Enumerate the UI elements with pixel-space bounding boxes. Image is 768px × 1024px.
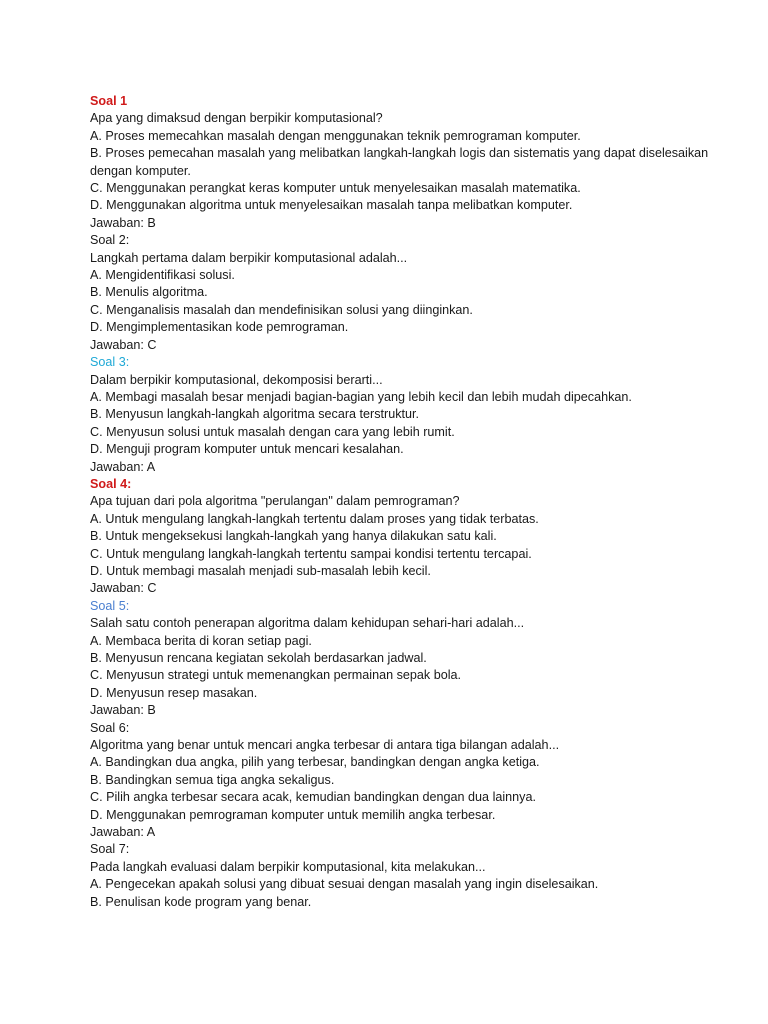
answer-1: Jawaban: B — [90, 215, 156, 230]
question-heading-1: Soal 1 — [90, 94, 128, 108]
question-heading-7: Soal 7: — [90, 842, 130, 857]
option-6-a: A. Bandingkan dua angka, pilih yang terbesar, bandingkan dengan angka ketiga. — [90, 755, 540, 770]
document-page — [90, 93, 750, 911]
question-heading-3: Soal 3: — [90, 355, 130, 370]
option-2-b: B. Menulis algoritma. — [90, 285, 208, 300]
question-text-1: Apa yang dimaksud dengan berpikir komputasional? — [90, 111, 383, 126]
answer-6: Jawaban: A — [90, 825, 156, 840]
option-4-c: C. Untuk mengulang langkah-langkah tertentu sampai kondisi tertentu tercapai. — [90, 546, 532, 561]
question-block-3 — [90, 354, 750, 476]
option-5-a: A. Membaca berita di koran setiap pagi. — [90, 633, 312, 648]
option-4-a: A. Untuk mengulang langkah-langkah tertentu dalam proses yang tidak terbatas. — [90, 511, 539, 526]
question-text-6: Algoritma yang benar untuk mencari angka terbesar di antara tiga bilangan adalah... — [90, 738, 560, 753]
option-7-b: B. Penulisan kode program yang benar. — [90, 894, 312, 909]
option-4-b: B. Untuk mengeksekusi langkah-langkah yang hanya dilakukan satu kali. — [90, 529, 497, 544]
question-block-1 — [90, 93, 750, 232]
question-heading-4: Soal 4: — [90, 476, 132, 491]
answer-4: Jawaban: C — [90, 581, 157, 596]
question-heading-2: Soal 2: — [90, 233, 130, 248]
question-block-2 — [90, 232, 750, 354]
answer-2: Jawaban: C — [90, 337, 157, 352]
option-3-c: C. Menyusun solusi untuk masalah dengan cara yang lebih rumit. — [90, 424, 455, 439]
option-1-a: A. Proses memecahkan masalah dengan menggunakan teknik pemrograman komputer. — [90, 128, 581, 143]
option-7-a: A. Pengecekan apakah solusi yang dibuat sesuai dengan masalah yang ingin diselesaikan. — [90, 877, 599, 892]
question-block-7 — [90, 841, 750, 911]
question-block-6 — [90, 720, 750, 842]
option-5-d: D. Menyusun resep masakan. — [90, 685, 258, 700]
option-1-d: D. Menggunakan algoritma untuk menyelesaikan masalah tanpa melibatkan komputer. — [90, 198, 573, 213]
option-5-b: B. Menyusun rencana kegiatan sekolah berdasarkan jadwal. — [90, 651, 427, 665]
option-6-c: C. Pilih angka terbesar secara acak, kemudian bandingkan dengan dua lainnya. — [90, 790, 536, 805]
question-block-4 — [90, 476, 750, 598]
option-3-b: B. Menyusun langkah-langkah algoritma secara terstruktur. — [90, 407, 420, 422]
option-3-a: A. Membagi masalah besar menjadi bagian-bagian yang lebih kecil dan lebih mudah dipecahkan. — [90, 389, 632, 404]
question-heading-5: Soal 5: — [90, 598, 130, 613]
question-text-4: Apa tujuan dari pola algoritma "perulangan" dalam pemrograman? — [90, 494, 460, 509]
answer-5: Jawaban: B — [90, 703, 156, 718]
question-text-3: Dalam berpikir komputasional, dekomposisi berarti... — [90, 372, 383, 387]
option-2-c: C. Menganalisis masalah dan mendefinisikan solusi yang diinginkan. — [90, 302, 473, 317]
question-text-7: Pada langkah evaluasi dalam berpikir komputasional, kita melakukan... — [90, 859, 486, 874]
option-2-d: D. Mengimplementasikan kode pemrograman. — [90, 320, 349, 335]
question-block-5 — [90, 598, 750, 720]
answer-3: Jawaban: A — [90, 459, 156, 474]
option-1-b: B. Proses pemecahan masalah yang melibatkan langkah-langkah logis dan sistematis yang dapat diselesaikan dengan komputer. — [90, 146, 709, 178]
question-heading-6: Soal 6: — [90, 720, 130, 735]
question-text-5: Salah satu contoh penerapan algoritma dalam kehidupan sehari-hari adalah... — [90, 616, 525, 631]
option-6-b: B. Bandingkan semua tiga angka sekaligus. — [90, 772, 335, 787]
option-5-c: C. Menyusun strategi untuk memenangkan permainan sepak bola. — [90, 668, 462, 683]
option-6-d: D. Menggunakan pemrograman komputer untuk memilih angka terbesar. — [90, 807, 496, 822]
option-4-d: D. Untuk membagi masalah menjadi sub-masalah lebih kecil. — [90, 563, 431, 578]
option-1-c: C. Menggunakan perangkat keras komputer untuk menyelesaikan masalah matematika. — [90, 181, 581, 196]
question-text-2: Langkah pertama dalam berpikir komputasional adalah... — [90, 250, 408, 265]
option-2-a: A. Mengidentifikasi solusi. — [90, 268, 235, 283]
option-3-d: D. Menguji program komputer untuk mencari kesalahan. — [90, 442, 404, 457]
